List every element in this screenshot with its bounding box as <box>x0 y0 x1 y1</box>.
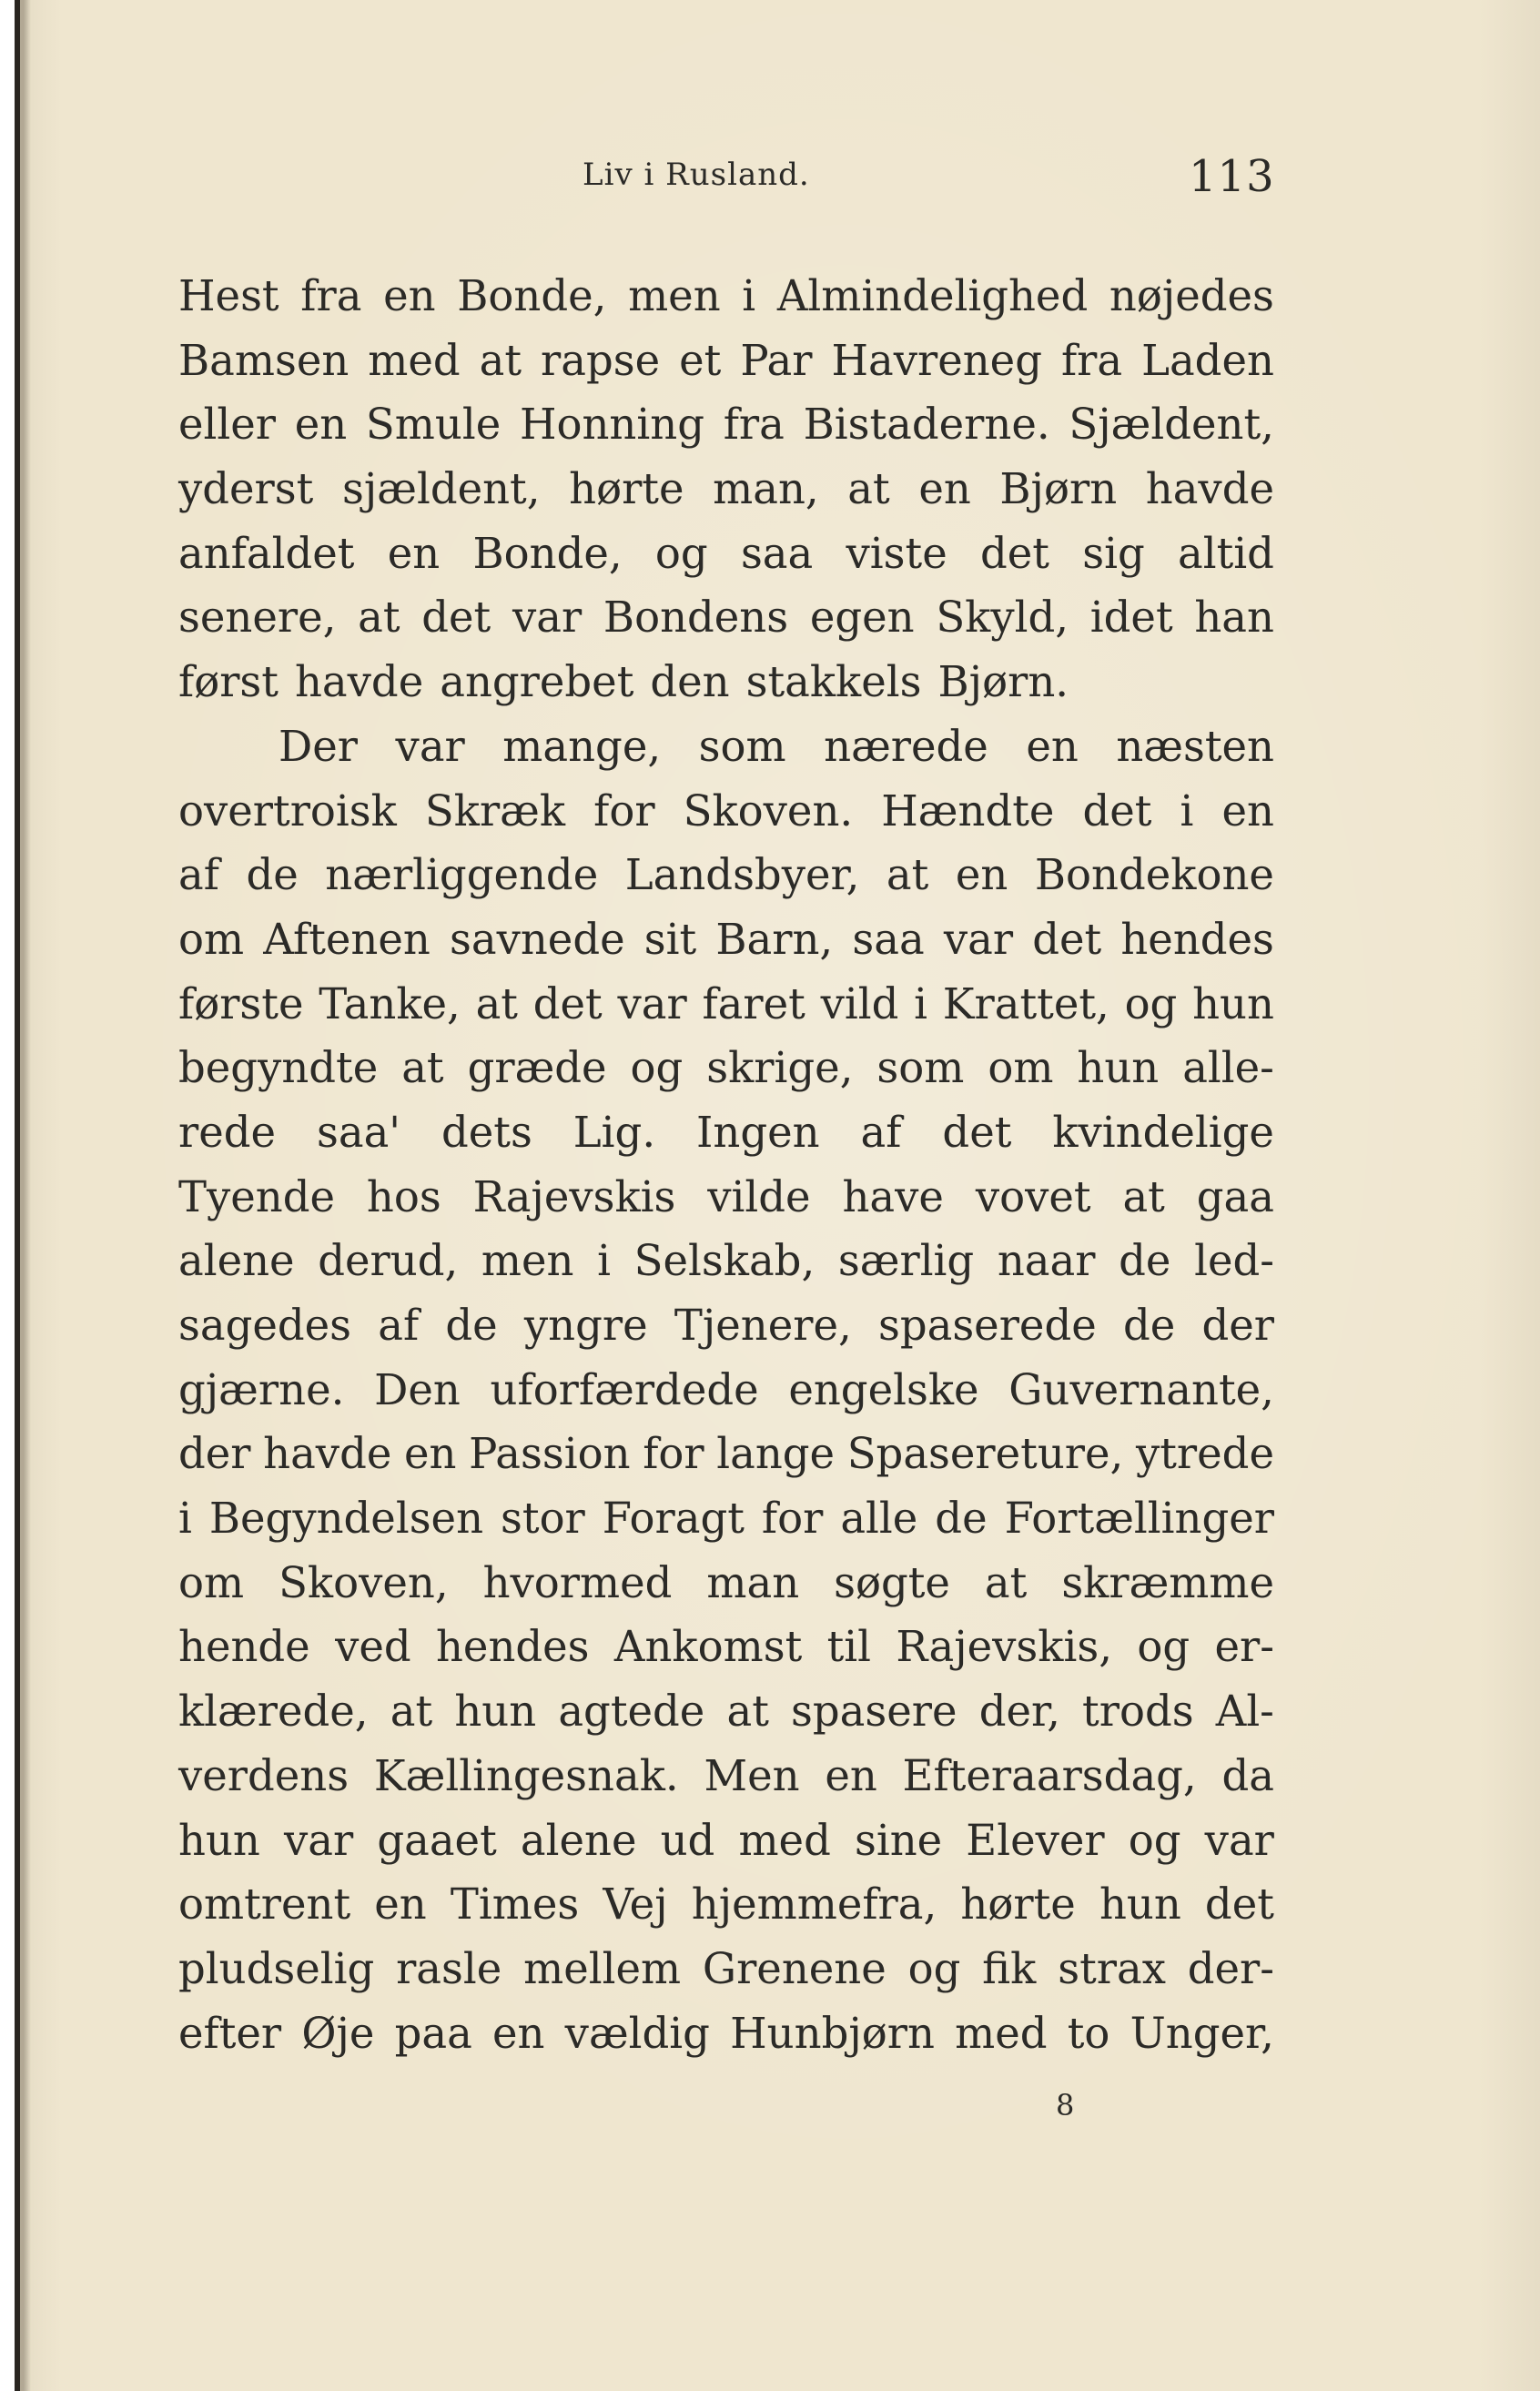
text-line: Hest fra en Bonde, men i Almindelighed nøjedes <box>178 271 1274 320</box>
text-line: Tyende hos Rajevskis vilde have vovet at gaa <box>178 1171 1274 1221</box>
signature-mark: 8 <box>1056 2088 1075 2123</box>
text-line: af de nærliggende Landsbyer, at en Bondekone <box>178 850 1274 900</box>
running-title: Liv i Rusland. <box>583 157 810 193</box>
text-line: anfaldet en Bonde, og saa viste det sig altid <box>178 528 1274 578</box>
text-line: rede saa' dets Lig. Ingen af det kvindelige <box>178 1107 1274 1157</box>
text-line: først havde angrebet den stakkels Bjørn. <box>178 657 1069 707</box>
text-line: verdens Kællingesnak. Men en Efteraarsdag, da <box>178 1750 1274 1800</box>
text-line: pludselig rasle mellem Grenene og fik strax der- <box>178 1943 1274 1993</box>
text-line: første Tanke, at det var faret vild i Krattet, og hun <box>178 978 1274 1028</box>
text-line: overtroisk Skræk for Skoven. Hændte det i en <box>178 785 1274 836</box>
text-line: hende ved hendes Ankomst til Rajevskis, og er- <box>178 1622 1274 1672</box>
text-line: gjærne. Den uforfærdede engelske Guvernante, <box>178 1364 1274 1414</box>
running-head <box>0 151 1540 206</box>
page-number: 113 <box>1189 151 1275 202</box>
text-line: Bamsen med at rapse et Par Havreneg fra Laden <box>178 335 1274 385</box>
text-line: i Begyndelsen stor Foragt for alle de Fortællinger <box>178 1494 1274 1544</box>
text-line: om Skoven, hvormed man søgte at skræmme <box>178 1557 1274 1607</box>
text-line: sagedes af de yngre Tjenere, spaserede de der <box>178 1301 1274 1350</box>
text-line: omtrent en Times Vej hjemmefra, hørte hun det <box>178 1879 1274 1930</box>
text-line: alene derud, men i Selskab, særlig naar de led- <box>178 1236 1274 1286</box>
text-line: klærede, at hun agtede at spasere der, trods Al- <box>178 1687 1274 1737</box>
text-line: eller en Smule Honning fra Bistaderne. Sjældent, <box>178 400 1274 450</box>
text-line: der havde en Passion for lange Spasereture, ytrede <box>178 1429 1274 1479</box>
text-line: hun var gaaet alene ud med sine Elever og var <box>178 1815 1274 1865</box>
text-line: begyndte at græde og skrige, som om hun alle- <box>178 1043 1274 1093</box>
body-text <box>178 264 1274 2065</box>
binding-edge <box>0 0 31 2391</box>
text-line: senere, at det var Bondens egen Skyld, idet han <box>178 593 1274 643</box>
text-line: Der var mange, som nærede en næsten <box>279 721 1274 771</box>
text-line: om Aftenen savnede sit Barn, saa var det hendes <box>178 914 1274 964</box>
text-line: yderst sjældent, hørte man, at en Bjørn havde <box>178 464 1274 514</box>
text-line: efter Øje paa en vældig Hunbjørn med to Unger, <box>178 2008 1274 2058</box>
